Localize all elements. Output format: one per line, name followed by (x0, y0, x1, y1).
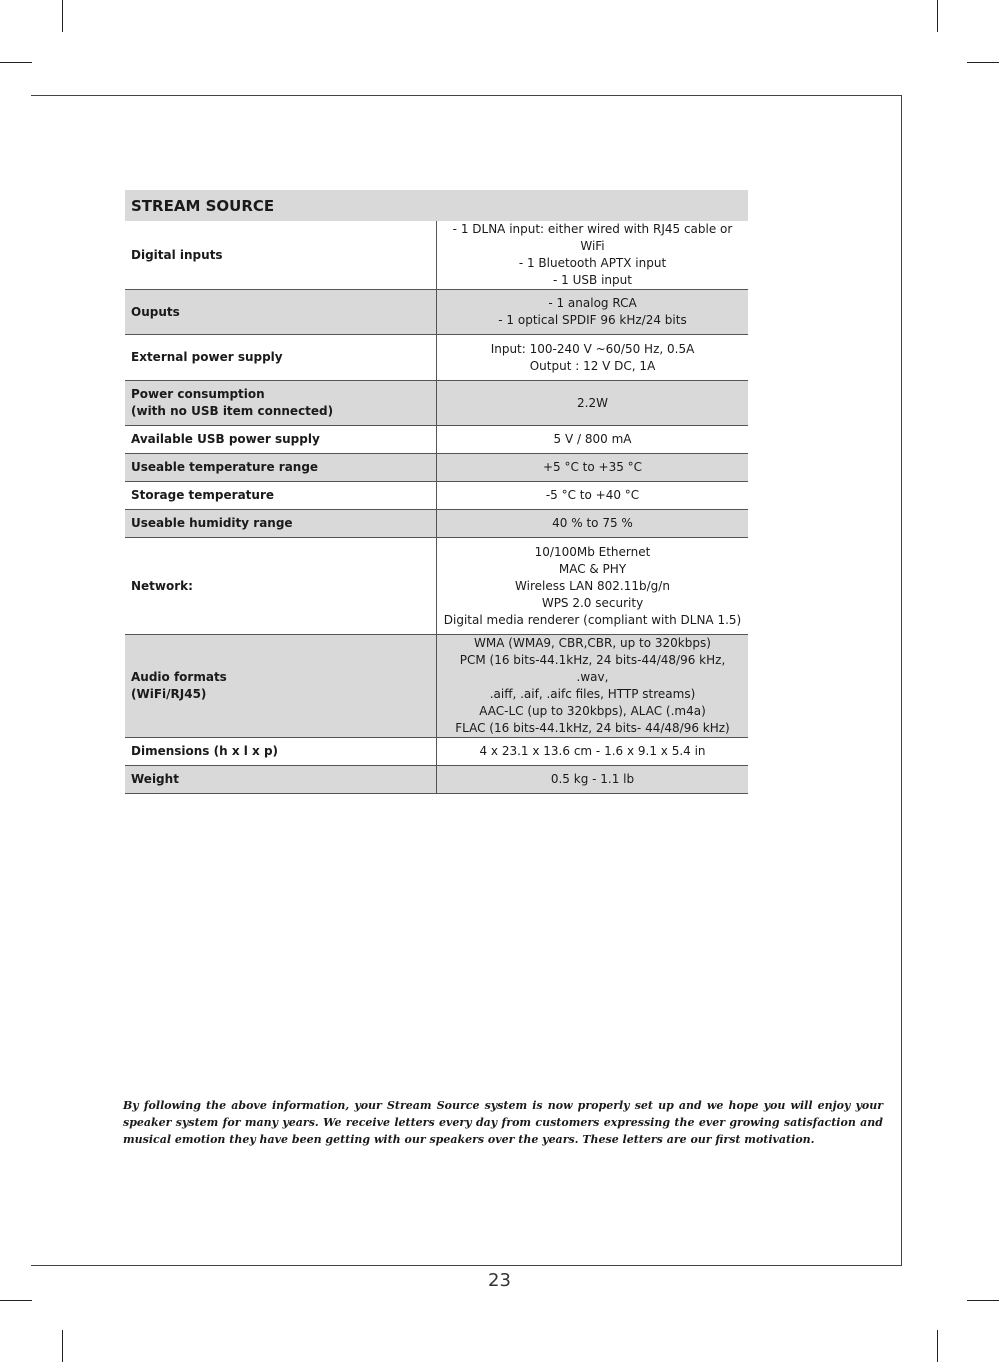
row-label: Useable temperature range (125, 454, 437, 482)
spec-table-header (125, 190, 748, 221)
spec-row-useable-temperature (125, 454, 748, 482)
row-label: Digital inputs (125, 221, 437, 290)
row-label: Weight (125, 766, 437, 794)
crop-mark (937, 1330, 938, 1362)
row-value: 40 % to 75 % (437, 510, 749, 538)
row-value: - 1 analog RCA - 1 optical SPDIF 96 kHz/24 bits (437, 290, 749, 335)
row-label: Available USB power supply (125, 426, 437, 454)
crop-mark (0, 1300, 32, 1301)
spec-table-title: STREAM SOURCE (125, 190, 748, 221)
row-label: Storage temperature (125, 482, 437, 510)
spec-row-power-consumption (125, 381, 748, 426)
spec-row-storage-temperature (125, 482, 748, 510)
row-label: Audio formats (WiFi/RJ45) (125, 635, 437, 738)
row-label: Ouputs (125, 290, 437, 335)
crop-mark (62, 0, 63, 32)
page-frame-top (31, 95, 902, 96)
spec-row-humidity (125, 510, 748, 538)
page-frame-bottom (31, 1265, 902, 1266)
row-value: 4 x 23.1 x 13.6 cm - 1.6 x 9.1 x 5.4 in (437, 738, 749, 766)
row-label: Useable humidity range (125, 510, 437, 538)
row-value: WMA (WMA9, CBR,CBR, up to 320kbps) PCM (16 bits-44.1kHz, 24 bits-44/48/96 kHz, .wav, .aiff, .aif, .aifc files, HTTP streams) AAC-LC (up to 320kbps), ALAC (.m4a) FLAC (16 bits-44.1kHz, 24 bits- 44/48/96 kHz) (437, 635, 749, 738)
row-label: Dimensions (h x l x p) (125, 738, 437, 766)
spec-row-network (125, 538, 748, 635)
spec-row-audio-formats (125, 635, 748, 738)
row-label: External power supply (125, 335, 437, 381)
spec-table (125, 190, 748, 794)
spec-row-dimensions (125, 738, 748, 766)
row-value: Input: 100-240 V ~60/50 Hz, 0.5A Output : 12 V DC, 1A (437, 335, 749, 381)
row-value: -5 °C to +40 °C (437, 482, 749, 510)
row-value: - 1 DLNA input: either wired with RJ45 cable or WiFi - 1 Bluetooth APTX input - 1 USB input (437, 221, 749, 290)
crop-mark (0, 62, 32, 63)
page-number: 23 (488, 1270, 511, 1291)
spec-row-outputs (125, 290, 748, 335)
row-value: 10/100Mb Ethernet MAC & PHY Wireless LAN 802.11b/g/n WPS 2.0 security Digital media renderer (compliant with DLNA 1.5) (437, 538, 749, 635)
spec-row-usb-power (125, 426, 748, 454)
row-label: Network: (125, 538, 437, 635)
crop-mark (937, 0, 938, 32)
row-value: 5 V / 800 mA (437, 426, 749, 454)
row-value: 2.2W (437, 381, 749, 426)
closing-paragraph: By following the above information, your Stream Source system is now properly set up and we hope you will enjoy your speaker system for many years. We receive letters every day from customers expressing the ever growing satisfaction and musical emotion they have been getting with our speakers over the years. These letters are our first motivation. (123, 1099, 883, 1146)
row-value: 0.5 kg - 1.1 lb (437, 766, 749, 794)
spec-row-digital-inputs (125, 221, 748, 290)
spec-row-weight (125, 766, 748, 794)
crop-mark (967, 62, 999, 63)
page-frame-right (901, 95, 902, 1266)
row-label: Power consumption (with no USB item connected) (125, 381, 437, 426)
spec-row-external-power-supply (125, 335, 748, 381)
row-value: +5 °C to +35 °C (437, 454, 749, 482)
crop-mark (62, 1330, 63, 1362)
crop-mark (967, 1300, 999, 1301)
